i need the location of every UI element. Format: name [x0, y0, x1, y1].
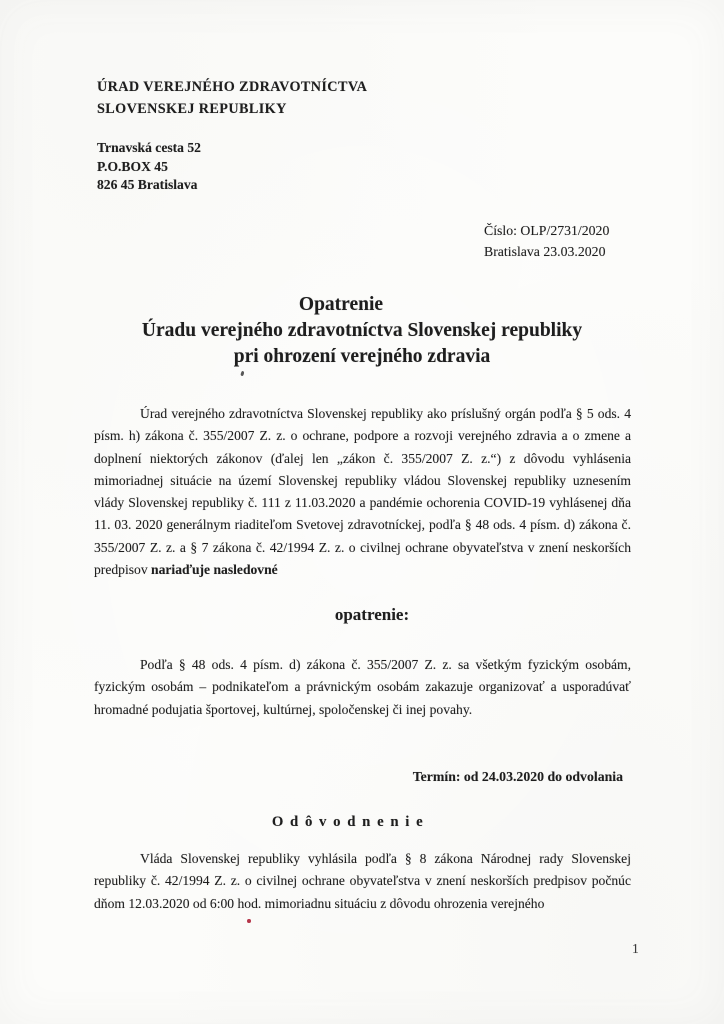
justification-paragraph: Vláda Slovenskej republiky vyhlásila podľa § 8 zákona Národnej rady Slovenskej republiky č. 42/1994 Z. z. o civilnej ochrane obyvateľstva v znení neskorších predpisov počnúc dňom 12.03.2020 od 6:00 hod. mimoriadnu situáciu z dôvodu ohrozenia verejného	[94, 851, 631, 911]
scan-speck-artifact	[240, 371, 244, 376]
document-title	[0, 292, 724, 370]
page-number: 1	[632, 941, 639, 956]
org-name-line1: ÚRAD VEREJNÉHO ZDRAVOTNÍCTVA	[97, 79, 368, 95]
reference-number: Číslo: OLP/2731/2020	[484, 223, 610, 238]
document-title-line3: pri ohrození verejného zdravia	[233, 346, 491, 367]
preamble-directive-bold: nariaďuje nasledovné	[151, 562, 278, 578]
measure-heading: opatrenie:	[334, 605, 410, 624]
preamble-paragraph	[94, 403, 631, 581]
reference-place-date: Bratislava 23.03.2020	[484, 243, 606, 259]
justification-heading: O d ô v o d n e n i e	[271, 814, 425, 830]
org-address-street: Trnavská cesta 52	[97, 140, 201, 155]
document-title-line1: Opatrenie	[298, 294, 384, 315]
term-line: Termín: od 24.03.2020 do odvolania	[412, 769, 623, 784]
reference-block	[484, 221, 609, 262]
red-ink-dot-artifact	[247, 919, 251, 923]
org-address	[97, 139, 367, 195]
measure-paragraph: Podľa § 48 ods. 4 písm. d) zákona č. 355/2007 Z. z. sa všetkým fyzickým osobám, fyzickým osobám – podnikateľom a právnickým osobám zakazuje organizovať a usporadúvať hromadné podujatia športovej, kultúrnej, spoločenskej či inej povahy.	[94, 657, 631, 717]
org-name	[97, 77, 367, 120]
document-title-line2: Úradu verejného zdravotníctva Slovenskej republiky	[141, 320, 583, 341]
preamble-text: Úrad verejného zdravotníctva Slovenskej republiky ako príslušný orgán podľa § 5 ods. 4 písm. h) zákona č. 355/2007 Z. z. o ochrane, podpore a rozvoji verejného zdravia a o zmene a doplnení niektorých zákonov (ďalej len „zákon č. 355/2007 Z. z.“) z dôvodu vyhlásenia mimoriadnej situácie na území Slovenskej republiky vládou Slovenskej republiky uznesením vlády Slovenskej republiky č. 111 z 11.03.2020 a pandémie ochorenia COVID-19 vyhlásenej dňa 11. 03. 2020 generálnym riaditeľom Svetovej zdravotníckej, podľa § 48 ods. 4 písm. d) zákona č. 355/2007 Z. z. a § 7 zákona č. 42/1994 Z. z. o civilnej ochrane obyvateľstva v znení neskorších predpisov	[94, 406, 631, 578]
letterhead	[97, 77, 367, 195]
org-address-pobox: P.O.BOX 45	[97, 158, 168, 174]
org-name-line2: SLOVENSKEJ REPUBLIKY	[97, 100, 287, 117]
org-address-city: 826 45 Bratislava	[97, 177, 198, 193]
